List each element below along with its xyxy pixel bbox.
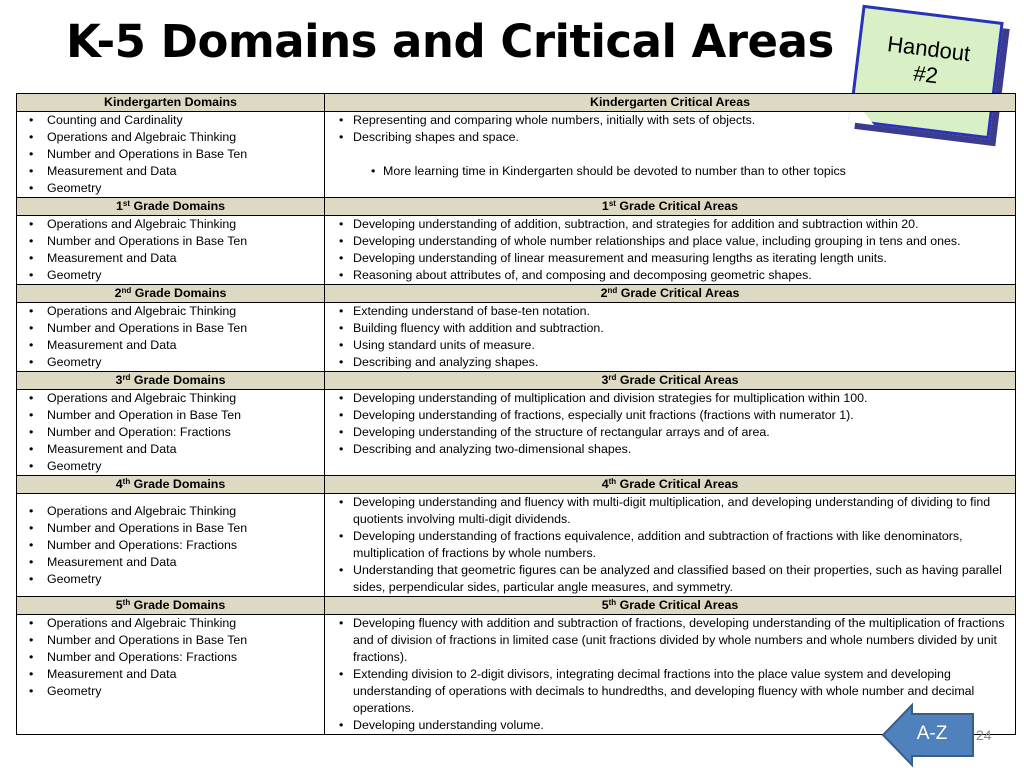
domain-item: • Number and Operations in Base Ten	[21, 632, 320, 649]
domain-item: • Number and Operation in Base Ten	[21, 407, 320, 424]
critical-area-item: • Describing and analyzing two-dimensional shapes.	[329, 441, 1011, 458]
domain-item: • Number and Operations: Fractions	[21, 649, 320, 666]
domain-item: • Number and Operations in Base Ten	[21, 233, 320, 250]
section-content-row	[17, 303, 1016, 372]
section-content-row	[17, 390, 1016, 476]
domains-heading-text: Kindergarten Domains	[104, 95, 237, 109]
domains-heading-suffix: Grade Domains	[130, 598, 226, 612]
section-header-row	[17, 597, 1016, 615]
critical-areas-cell	[325, 303, 1016, 372]
a-z-nav-label[interactable]: A-Z	[916, 723, 948, 744]
domains-heading-suffix: Grade Domains	[130, 477, 226, 491]
section-header-row	[17, 372, 1016, 390]
areas-heading	[325, 285, 1016, 303]
areas-heading-ordinal: nd	[607, 286, 618, 295]
domain-item: • Measurement and Data	[21, 163, 320, 180]
critical-area-item: • Extending understand of base-ten notation.	[329, 303, 1011, 320]
domain-item: • Number and Operations in Base Ten	[21, 146, 320, 163]
areas-heading-text: 2	[600, 286, 608, 300]
kindergarten-note: • More learning time in Kindergarten should be devoted to number than to other topics	[329, 163, 1011, 180]
section-content-row	[17, 494, 1016, 597]
domain-item: • Operations and Algebraic Thinking	[21, 303, 320, 320]
domains-list	[21, 112, 320, 197]
domain-item: • Counting and Cardinality	[21, 112, 320, 129]
domains-heading	[17, 285, 325, 303]
domains-heading-suffix: Grade Domains	[131, 286, 227, 300]
domains-heading-ordinal: nd	[121, 286, 132, 295]
critical-areas-cell	[325, 112, 1016, 198]
critical-areas-list	[329, 216, 1011, 284]
domains-cell	[17, 615, 325, 735]
domains-heading-text: 2	[114, 286, 122, 300]
domains-list	[21, 503, 320, 588]
areas-heading-text: Kindergarten Critical Areas	[590, 95, 750, 109]
domains-heading-ordinal: th	[122, 598, 131, 607]
domains-heading	[17, 372, 325, 390]
areas-heading-suffix: Grade Critical Areas	[617, 286, 740, 300]
critical-area-item: • Developing understanding of fractions equivalence, addition and subtraction of fractions with like denominators, multiplication of fractions by whole numbers.	[329, 528, 1011, 562]
areas-heading-text: 3	[601, 373, 609, 387]
domains-heading	[17, 198, 325, 216]
domain-item: • Number and Operation: Fractions	[21, 424, 320, 441]
section-content-row	[17, 112, 1016, 198]
domains-heading-ordinal: th	[122, 477, 131, 486]
critical-area-item: • Extending division to 2-digit divisors, integrating decimal fractions into the place value system and developing understanding of operations with decimals to hundredths, and developing fluency with whole number and decimal operations.	[329, 666, 1011, 717]
domains-heading	[17, 94, 325, 112]
domain-item: • Geometry	[21, 354, 320, 371]
domain-item: • Geometry	[21, 267, 320, 284]
domains-heading-suffix: Grade Domains	[130, 199, 226, 213]
domain-item: • Geometry	[21, 180, 320, 197]
domain-item: • Geometry	[21, 683, 320, 700]
domain-item: • Measurement and Data	[21, 337, 320, 354]
critical-area-item: • Developing understanding of multiplication and division strategies for multiplication within 100.	[329, 390, 1011, 407]
areas-heading	[325, 198, 1016, 216]
domains-heading-text: 1	[115, 199, 123, 213]
domain-item: • Operations and Algebraic Thinking	[21, 615, 320, 632]
section-content-row	[17, 216, 1016, 285]
domain-item: • Operations and Algebraic Thinking	[21, 390, 320, 407]
critical-area-item: • Using standard units of measure.	[329, 337, 1011, 354]
critical-area-item: • Developing understanding volume.	[329, 717, 1011, 734]
domain-item: • Measurement and Data	[21, 554, 320, 571]
areas-heading-suffix: Grade Critical Areas	[615, 199, 739, 213]
domain-item: • Number and Operations in Base Ten	[21, 320, 320, 337]
domains-heading	[17, 476, 325, 494]
critical-area-item: • Developing fluency with addition and subtraction of fractions, developing understanding of the multiplication of fractions and of division of fractions in limited case (unit fractions divided by whole numbers and whole numbers divided by unit fractions).	[329, 615, 1011, 666]
domains-heading-text: 3	[115, 373, 123, 387]
areas-heading-ordinal: st	[608, 199, 616, 208]
section-header-row	[17, 476, 1016, 494]
domains-list	[21, 303, 320, 371]
domain-item: • Measurement and Data	[21, 250, 320, 267]
critical-areas-list	[329, 112, 1011, 146]
domains-cell	[17, 494, 325, 597]
critical-areas-list	[329, 303, 1011, 371]
domain-item: • Number and Operations in Base Ten	[21, 520, 320, 537]
domains-list	[21, 615, 320, 700]
domain-item: • Measurement and Data	[21, 441, 320, 458]
critical-areas-cell	[325, 390, 1016, 476]
handout-number: #2	[912, 60, 940, 89]
critical-area-item: • Developing understanding of the structure of rectangular arrays and of area.	[329, 424, 1011, 441]
areas-heading-text: 5	[601, 598, 609, 612]
areas-heading-ordinal: th	[608, 598, 617, 607]
critical-areas-list	[329, 390, 1011, 458]
areas-heading	[325, 372, 1016, 390]
handout-label: Handout	[886, 31, 972, 67]
critical-areas-cell	[325, 216, 1016, 285]
section-header-row	[17, 285, 1016, 303]
critical-areas-list	[329, 494, 1011, 596]
critical-area-item: • Developing understanding and fluency with multi-digit multiplication, and developing understanding of dividing to find quotients involving multi-digit dividends.	[329, 494, 1011, 528]
areas-heading	[325, 476, 1016, 494]
critical-area-item: • Building fluency with addition and subtraction.	[329, 320, 1011, 337]
domain-item: • Operations and Algebraic Thinking	[21, 129, 320, 146]
domain-item: • Geometry	[21, 571, 320, 588]
domains-cell	[17, 303, 325, 372]
domains-list	[21, 390, 320, 475]
domains-list	[21, 216, 320, 284]
critical-area-item: • Developing understanding of fractions, especially unit fractions (fractions with numerator 1).	[329, 407, 1011, 424]
domains-heading	[17, 597, 325, 615]
areas-heading-ordinal: rd	[608, 373, 617, 382]
areas-heading-suffix: Grade Critical Areas	[616, 598, 739, 612]
domains-heading-text: 5	[115, 598, 123, 612]
domains-heading-suffix: Grade Domains	[130, 373, 226, 387]
critical-area-item: • Representing and comparing whole numbers, initially with sets of objects.	[329, 112, 1011, 129]
critical-area-item: • Reasoning about attributes of, and composing and decomposing geometric shapes.	[329, 267, 1011, 284]
domain-item: • Operations and Algebraic Thinking	[21, 216, 320, 233]
critical-area-item: • Describing shapes and space.	[329, 129, 1011, 146]
section-header-row	[17, 198, 1016, 216]
areas-heading	[325, 94, 1016, 112]
domains-heading-ordinal: rd	[122, 373, 131, 382]
critical-area-item: • Describing and analyzing shapes.	[329, 354, 1011, 371]
critical-area-item: • Developing understanding of linear measurement and measuring lengths as iterating length units.	[329, 250, 1011, 267]
page-number: 24	[976, 727, 992, 743]
areas-heading-ordinal: th	[608, 477, 617, 486]
slide-title: K-5 Domains and Critical Areas	[66, 15, 834, 68]
critical-area-item: • Developing understanding of whole number relationships and place value, including grouping in tens and ones.	[329, 233, 1011, 250]
domain-item: • Measurement and Data	[21, 666, 320, 683]
critical-area-item: • Understanding that geometric figures can be analyzed and classified based on their properties, such as having parallel sides, perpendicular sides, particular angle measures, and symmetry.	[329, 562, 1011, 596]
domains-table	[16, 93, 1016, 735]
areas-heading-text: 1	[601, 199, 609, 213]
domains-heading-text: 4	[115, 477, 123, 491]
section-content-row	[17, 615, 1016, 735]
domains-heading-ordinal: st	[122, 199, 130, 208]
domain-item: • Geometry	[21, 458, 320, 475]
areas-heading	[325, 597, 1016, 615]
domain-item: • Operations and Algebraic Thinking	[21, 503, 320, 520]
areas-heading-text: 4	[601, 477, 609, 491]
critical-area-item: • Developing understanding of addition, subtraction, and strategies for addition and subtraction within 20.	[329, 216, 1011, 233]
domains-cell	[17, 112, 325, 198]
domains-cell	[17, 216, 325, 285]
domains-cell	[17, 390, 325, 476]
critical-areas-cell	[325, 494, 1016, 597]
domain-item: • Number and Operations: Fractions	[21, 537, 320, 554]
areas-heading-suffix: Grade Critical Areas	[616, 373, 739, 387]
section-header-row	[17, 94, 1016, 112]
areas-heading-suffix: Grade Critical Areas	[616, 477, 739, 491]
